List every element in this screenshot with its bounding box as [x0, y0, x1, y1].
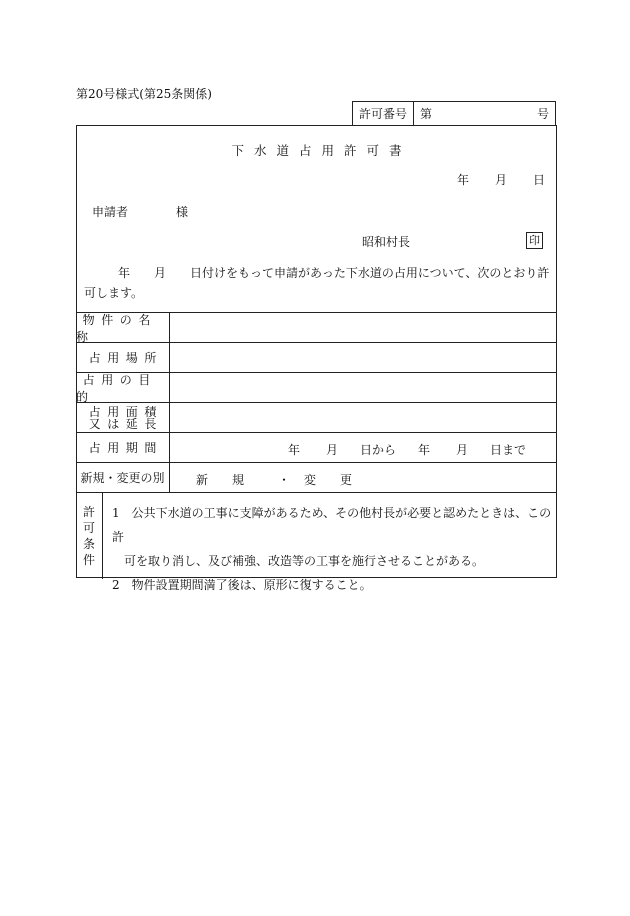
permit-number-box: [352, 101, 556, 125]
seal-mark: 印: [526, 232, 543, 249]
applicant-label: 申請者: [92, 205, 129, 219]
condition-2: 2 物件設置期間満了後は、原形に復すること。: [112, 578, 372, 592]
date-year: 年: [457, 173, 470, 187]
condition-1-line2: 可を取り消し、及び補強、改造等の工事を施行させることがある。: [124, 554, 485, 568]
condition-1-line1: 1 公共下水道の工事に支障があるため、その他村長が必要と認めたときは、この許: [112, 506, 552, 544]
permit-conditions: [76, 492, 557, 592]
period-month-start: 月: [326, 443, 339, 457]
type-new: 新 規: [196, 473, 245, 487]
occupancy-purpose-field[interactable]: [170, 373, 557, 402]
permit-statement: 年 月 日付けをもって申請があった下水道の占用について、次のとおり許可します。: [84, 266, 550, 300]
occupancy-purpose-label: 占用の目的: [76, 373, 170, 402]
applicant-line: [92, 203, 188, 220]
document-title: 下水道占用許可書: [231, 143, 412, 158]
row-occupancy-area: [76, 402, 557, 432]
occupancy-period-label: 占用期間: [76, 433, 170, 462]
occupancy-place-label: 占用場所: [76, 343, 170, 372]
occupancy-area-line2: 又は延長: [88, 416, 163, 431]
property-name-field[interactable]: [170, 313, 557, 342]
period-to: 日まで: [490, 443, 527, 457]
row-property-name: [76, 312, 557, 342]
permit-number-label: 許可番号: [353, 102, 414, 125]
applicant-honorific: 様: [176, 205, 189, 219]
period-year-start: 年: [288, 443, 301, 457]
occupancy-area-field[interactable]: [170, 403, 557, 432]
issue-date: [457, 171, 545, 188]
occupancy-period-field[interactable]: [170, 433, 557, 462]
date-day: 日: [533, 173, 546, 187]
period-year-end: 年: [418, 443, 431, 457]
permit-prefix: 第: [420, 107, 433, 121]
row-new-or-change: [76, 462, 557, 492]
conditions-text: [112, 501, 552, 597]
period-from: 日から: [360, 443, 397, 457]
occupancy-place-field[interactable]: [170, 343, 557, 372]
period-month-end: 月: [456, 443, 469, 457]
mayor-name: 昭和村長: [362, 235, 411, 249]
new-or-change-field[interactable]: [170, 463, 557, 492]
new-or-change-label: 新規・変更の別: [76, 463, 170, 492]
type-change: 変 更: [304, 473, 353, 487]
permit-number-field[interactable]: [414, 102, 555, 125]
occupancy-area-line1: 占用面積: [88, 404, 163, 419]
property-name-label: 物件の名称: [76, 313, 170, 342]
type-dot: ・: [278, 473, 291, 487]
permit-suffix: 号: [536, 107, 549, 121]
conditions-label: 許 可 条 件: [76, 493, 103, 579]
row-occupancy-place: [76, 342, 557, 372]
occupancy-area-label: [76, 403, 170, 432]
date-month: 月: [495, 173, 508, 187]
row-occupancy-period: [76, 432, 557, 462]
form-number: 第20号様式(第25条関係): [76, 87, 212, 101]
row-occupancy-purpose: [76, 372, 557, 402]
